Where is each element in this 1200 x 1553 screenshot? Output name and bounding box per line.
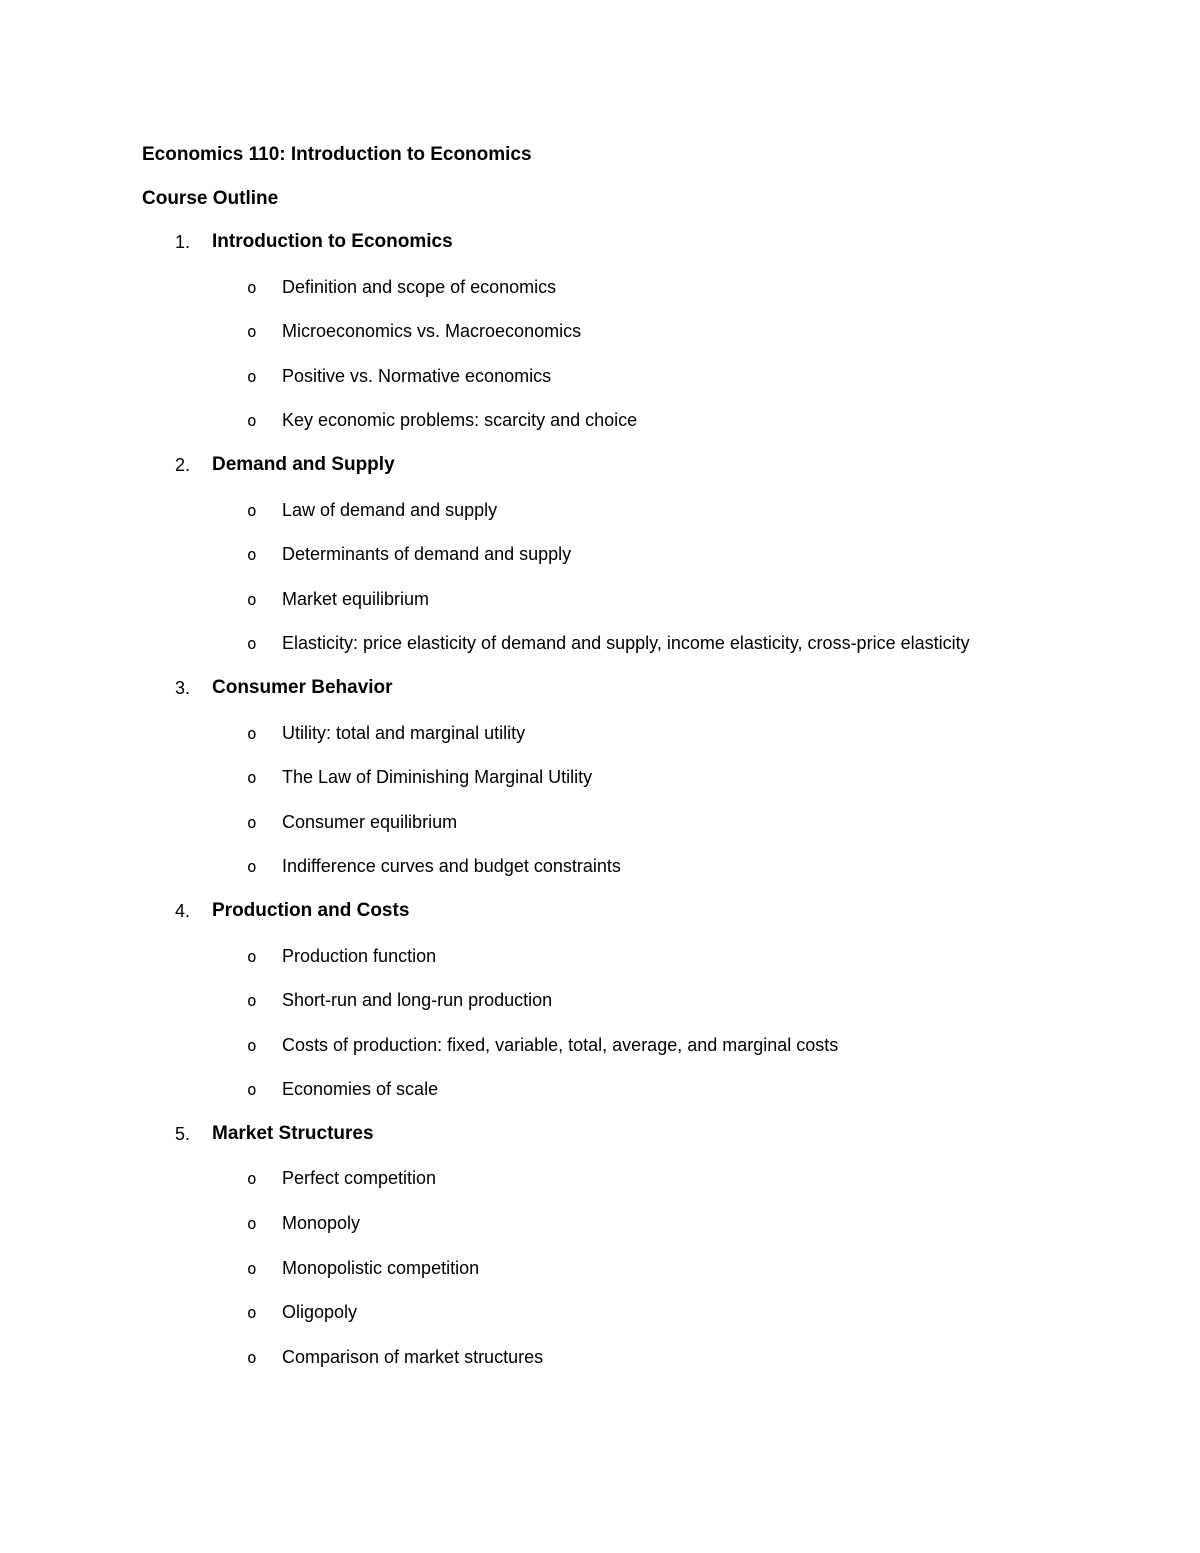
hollow-bullet-icon: o <box>247 322 257 342</box>
list-item-text: Positive vs. Normative economics <box>282 365 552 386</box>
list-item-text: Indifference curves and budget constraints <box>282 856 621 877</box>
list-item <box>0 319 1200 364</box>
list-item <box>0 1300 1200 1345</box>
list-item-text: Short-run and long-run production <box>282 990 553 1011</box>
list-item <box>0 854 1200 899</box>
section-number: 1. <box>175 232 191 252</box>
list-item <box>0 1077 1200 1122</box>
list-item <box>0 364 1200 409</box>
section-title: Demand and Supply <box>212 453 395 475</box>
list-item-text: Perfect competition <box>282 1168 437 1189</box>
list-item <box>0 1166 1200 1211</box>
list-item <box>0 765 1200 810</box>
list-item-text: Definition and scope of economics <box>282 276 557 297</box>
section-heading <box>0 230 1200 275</box>
list-item <box>0 1256 1200 1301</box>
course-outline-list <box>0 230 1200 1389</box>
hollow-bullet-icon: o <box>247 1258 257 1278</box>
list-item-text: Monopoly <box>282 1213 361 1234</box>
list-item <box>0 498 1200 543</box>
section-number: 5. <box>175 1123 191 1144</box>
list-item <box>0 587 1200 632</box>
hollow-bullet-icon: o <box>247 366 257 386</box>
list-item-text: Determinants of demand and supply <box>282 544 572 565</box>
list-item-text: Law of demand and supply <box>282 499 498 520</box>
hollow-bullet-icon: o <box>247 1214 257 1234</box>
hollow-bullet-icon: o <box>247 277 257 297</box>
list-item <box>0 542 1200 587</box>
section-heading <box>0 676 1200 721</box>
list-item-text: Production function <box>282 945 437 966</box>
list-item <box>0 408 1200 453</box>
hollow-bullet-icon: o <box>247 1080 257 1100</box>
hollow-bullet-icon: o <box>247 1347 257 1367</box>
list-item-text: Oligopoly <box>282 1302 358 1323</box>
list-item-text: Utility: total and marginal utility <box>282 722 526 743</box>
hollow-bullet-icon: o <box>247 1035 257 1055</box>
hollow-bullet-icon: o <box>247 589 257 609</box>
hollow-bullet-icon: o <box>247 857 257 877</box>
list-item-text: Costs of production: fixed, variable, total, average, and marginal costs <box>282 1034 839 1055</box>
list-item-text: Elasticity: price elasticity of demand and supply, income elasticity, cross-price elasticity <box>282 633 970 654</box>
list-item <box>0 1033 1200 1078</box>
hollow-bullet-icon: o <box>247 812 257 832</box>
list-item-text: Economies of scale <box>282 1079 439 1100</box>
list-item <box>0 721 1200 766</box>
hollow-bullet-icon: o <box>247 500 257 520</box>
hollow-bullet-icon: o <box>247 768 257 788</box>
list-item <box>0 810 1200 855</box>
list-item <box>0 988 1200 1033</box>
list-item <box>0 944 1200 989</box>
section-title: Introduction to Economics <box>212 231 453 252</box>
list-item-text: Key economic problems: scarcity and choice <box>282 410 638 431</box>
section-number: 4. <box>175 900 191 921</box>
list-item <box>0 1345 1200 1390</box>
section-heading <box>0 1122 1200 1167</box>
list-item-text: Comparison of market structures <box>282 1346 544 1367</box>
hollow-bullet-icon: o <box>247 411 257 431</box>
document-title: Economics 110: Introduction to Economics <box>142 144 532 165</box>
section-title: Production and Costs <box>212 899 410 921</box>
list-item-text: The Law of Diminishing Marginal Utility <box>282 767 593 788</box>
list-item <box>0 631 1200 676</box>
hollow-bullet-icon: o <box>247 946 257 966</box>
hollow-bullet-icon: o <box>247 634 257 654</box>
hollow-bullet-icon: o <box>247 545 257 565</box>
section-number: 2. <box>175 454 191 475</box>
section-title: Consumer Behavior <box>212 676 393 698</box>
hollow-bullet-icon: o <box>247 723 257 743</box>
list-item <box>0 1211 1200 1256</box>
section-heading <box>0 453 1200 498</box>
hollow-bullet-icon: o <box>247 1169 257 1189</box>
list-item <box>0 275 1200 320</box>
section-number: 3. <box>175 677 191 698</box>
hollow-bullet-icon: o <box>247 991 257 1011</box>
hollow-bullet-icon: o <box>247 1303 257 1323</box>
list-item-text: Consumer equilibrium <box>282 811 458 832</box>
list-item-text: Market equilibrium <box>282 588 430 609</box>
section-title: Market Structures <box>212 1122 374 1144</box>
document-subtitle: Course Outline <box>142 188 279 209</box>
list-item-text: Monopolistic competition <box>282 1257 480 1278</box>
list-item-text: Microeconomics vs. Macroeconomics <box>282 321 582 342</box>
section-heading <box>0 899 1200 944</box>
